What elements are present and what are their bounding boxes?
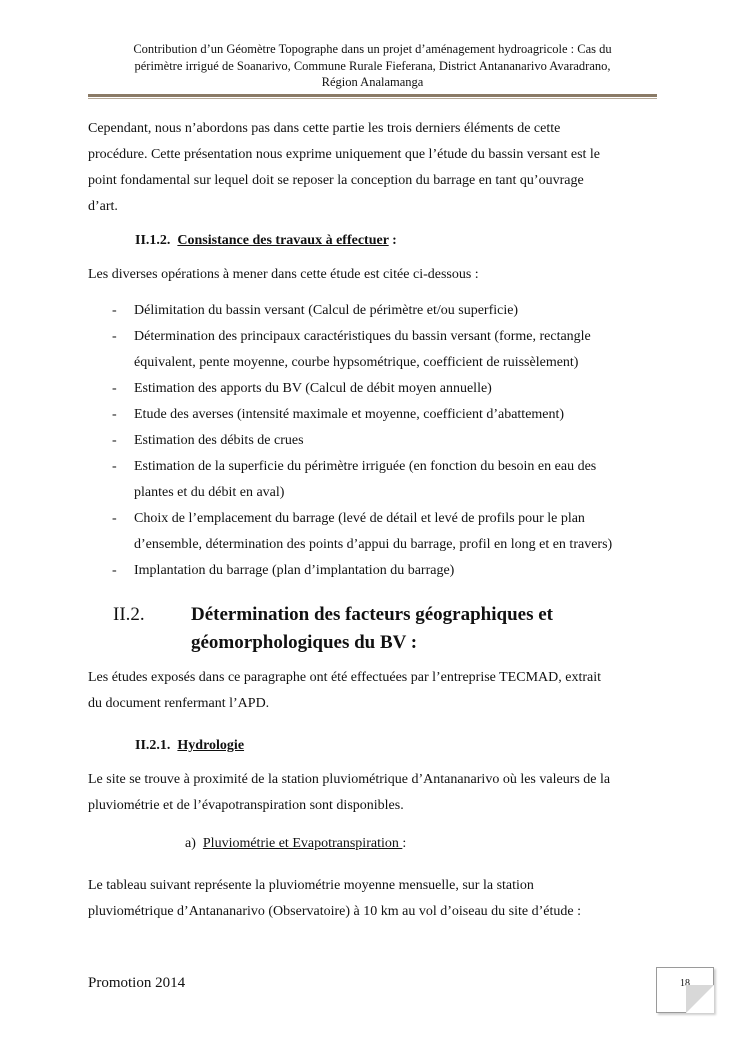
- list-item: [88, 298, 658, 324]
- site-line-2: pluviométrie et de l’évapotranspiration sont disponibles.: [88, 798, 404, 813]
- bullet-dash: -: [112, 511, 117, 526]
- list-item-text: Estimation des apports du BV (Calcul de débit moyen annuelle): [134, 381, 492, 396]
- intro-paragraph: [88, 116, 653, 220]
- header-line-1: Contribution d’un Géomètre Topographe dans un projet d’aménagement hydroagricole : Cas du: [133, 42, 612, 56]
- footer-promotion: Promotion 2014: [88, 975, 186, 991]
- heading-2-2: [113, 600, 553, 630]
- heading-number: II.2.: [113, 604, 145, 625]
- list-item-text-cont: d’ensemble, détermination des points d’appui du barrage, profil en long et en travers): [134, 537, 613, 552]
- bullet-dash: -: [112, 381, 117, 396]
- heading-title: Consistance des travaux à effectuer: [177, 233, 389, 248]
- header-rule: [88, 94, 657, 97]
- table-intro-line-1: Le tableau suivant représente la pluviométrie moyenne mensuelle, sur la station: [88, 878, 534, 893]
- studies-line-1: Les études exposés dans ce paragraphe ont été effectuées par l’entreprise TECMAD, extrait: [88, 670, 601, 685]
- subsection-a: [185, 836, 406, 852]
- list-item-text: Implantation du barrage (plan d’implantation du barrage): [134, 563, 455, 578]
- bullet-dash: -: [112, 563, 117, 578]
- studies-line-2: du document renfermant l’APD.: [88, 696, 270, 711]
- operations-intro: Les diverses opérations à mener dans cette étude est citée ci-dessous :: [88, 267, 479, 282]
- list-item-text-cont: équivalent, pente moyenne, courbe hypsométrique, coefficient de ruissèlement): [134, 355, 579, 370]
- list-item: [88, 454, 658, 506]
- bullet-dash: -: [112, 329, 117, 344]
- intro-line-1: Cependant, nous n’abordons pas dans cette partie les trois derniers éléments de cette: [88, 121, 561, 136]
- intro-line-3: point fondamental sur lequel doit se reposer la conception du barrage en tant qu’ouvrage: [88, 173, 584, 188]
- table-intro-paragraph: [88, 873, 653, 925]
- page-curl-icon: [686, 985, 714, 1013]
- subsection-marker: a): [185, 836, 196, 851]
- bullet-dash: -: [112, 433, 117, 448]
- heading-number: II.2.1.: [135, 738, 171, 753]
- page-number: 18: [680, 978, 690, 989]
- list-item: [88, 506, 658, 558]
- subsection-title: Pluviométrie et Evapotranspiration: [202, 836, 403, 851]
- intro-line-2: procédure. Cette présentation nous exprime uniquement que l’étude du bassin versant est le: [88, 147, 601, 162]
- list-item-text: Etude des averses (intensité maximale et moyenne, coefficient d’abattement): [134, 407, 565, 422]
- site-line-1: Le site se trouve à proximité de la station pluviométrique d’Antananarivo où les valeurs de la: [88, 772, 611, 787]
- list-item: [88, 376, 658, 402]
- heading-suffix: :: [388, 233, 397, 248]
- list-item: [88, 402, 658, 428]
- page-number-box: [656, 967, 714, 1013]
- intro-line-4: d’art.: [88, 199, 118, 214]
- list-item-text: Estimation des débits de crues: [134, 433, 304, 448]
- studies-paragraph: [88, 665, 653, 717]
- list-item-text: Délimitation du bassin versant (Calcul de périmètre et/ou superficie): [134, 303, 519, 318]
- site-paragraph: [88, 767, 653, 819]
- table-intro-line-2: pluviométrique d’Antananarivo (Observatoire) à 10 km au vol d’oiseau du site d’étude :: [88, 904, 581, 919]
- heading-2-2-1: [135, 738, 244, 754]
- list-item-text-cont: plantes et du débit en aval): [134, 485, 285, 500]
- heading-title: Hydrologie: [177, 738, 245, 753]
- heading-title-line-1: Détermination des facteurs géographiques et: [191, 604, 554, 625]
- subsection-suffix: :: [402, 836, 407, 851]
- operations-list: [88, 298, 658, 584]
- bullet-dash: -: [112, 459, 117, 474]
- heading-2-1-2: [135, 233, 397, 249]
- list-item-text: Détermination des principaux caractéristiques du bassin versant (forme, rectangle: [134, 329, 591, 344]
- header-line-2: périmètre irrigué de Soanarivo, Commune Rurale Fieferana, District Antananarivo Avaradrano,: [134, 58, 611, 73]
- list-item: [88, 324, 658, 376]
- header-rule-thin: [88, 98, 657, 99]
- list-item: [88, 428, 658, 454]
- list-item-text: Choix de l’emplacement du barrage (levé de détail et levé de profils pour le plan: [134, 511, 585, 526]
- header-line-3: Région Analamanga: [321, 75, 424, 89]
- list-item: [88, 558, 658, 584]
- heading-number: II.1.2.: [135, 233, 171, 248]
- list-item-text: Estimation de la superficie du périmètre irriguée (en fonction du besoin en eau des: [134, 459, 597, 474]
- heading-title-line-2: géomorphologiques du BV :: [191, 632, 418, 653]
- bullet-dash: -: [112, 407, 117, 422]
- running-header: [100, 41, 645, 91]
- bullet-dash: -: [112, 303, 117, 318]
